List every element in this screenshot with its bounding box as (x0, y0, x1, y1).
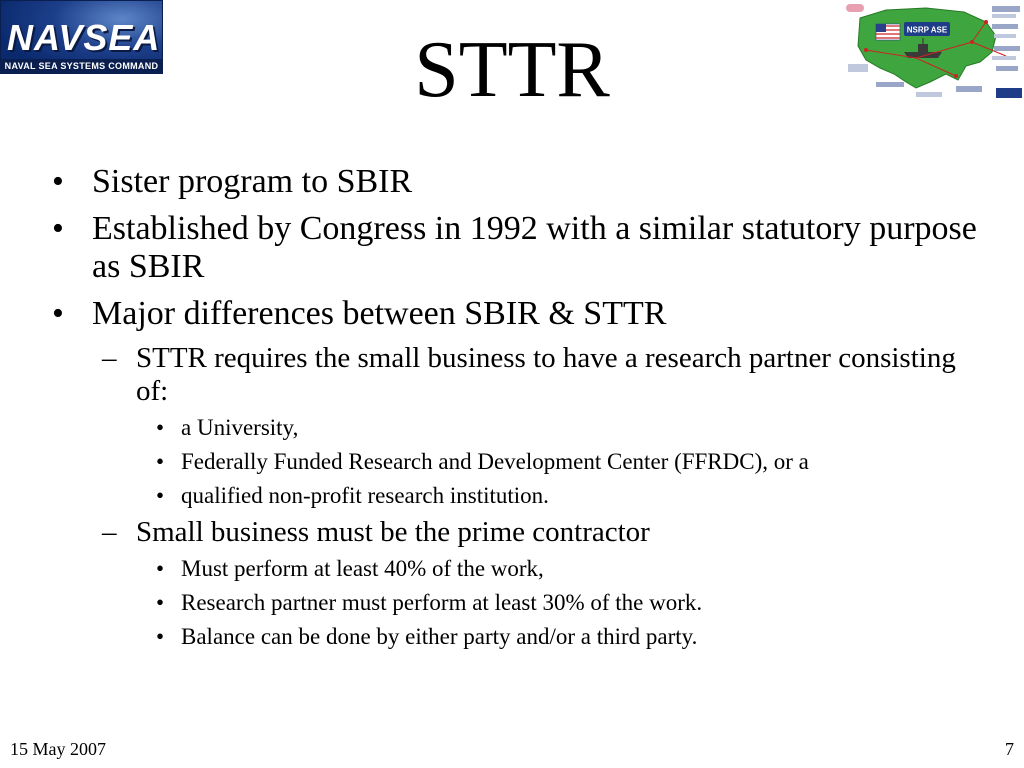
navsea-logo-subtitle: NAVAL SEA SYSTEMS COMMAND (1, 59, 162, 73)
sub-sub-bullet-text: a University, (181, 415, 299, 440)
navsea-logo-word: NAVSEA (7, 17, 161, 58)
bullet-item (52, 210, 982, 286)
sub-sub-bullet-text: Balance can be done by either party and/or a third party. (181, 624, 698, 649)
sub-sub-bullet-item (52, 414, 982, 441)
bullet-item (52, 163, 982, 201)
slide-number: 7 (1005, 739, 1014, 759)
sub-sub-bullet-text: Research partner must perform at least 30% of the work. (181, 590, 703, 615)
dash-marker: – (102, 516, 117, 548)
nsrp-ase-label: NSRP ASE (906, 25, 948, 35)
sub-sub-bullet-item (52, 589, 982, 616)
bullet-marker: • (52, 295, 64, 332)
bullet-text: Sister program to SBIR (92, 163, 413, 200)
bullet-marker: • (52, 210, 64, 247)
bullet-text: Established by Congress in 1992 with a similar statutory purpose as SBIR (92, 210, 977, 285)
sub-sub-bullet-item (52, 623, 982, 650)
bullet-text: Major differences between SBIR & STTR (92, 295, 667, 332)
sub-sub-bullet-item (52, 555, 982, 582)
sub-bullet-item (52, 342, 982, 408)
sub-sub-bullet-item (52, 448, 982, 475)
bullet-list (52, 163, 982, 657)
bullet-item (52, 295, 982, 333)
bullet-marker: • (156, 449, 165, 474)
bullet-marker: • (156, 415, 165, 440)
sub-sub-bullet-text: qualified non-profit research institution. (181, 483, 549, 508)
bullet-marker: • (156, 624, 165, 649)
bullet-marker: • (156, 483, 165, 508)
dash-marker: – (102, 342, 117, 374)
sub-sub-bullet-text: Federally Funded Research and Development Center (FFRDC), or a (181, 449, 809, 474)
slide-title: STTR (414, 26, 610, 114)
bullet-marker: • (156, 590, 165, 615)
nsrp-ase-map-logo (846, 2, 1024, 105)
sub-bullet-text: STTR requires the small business to have a research partner consisting of: (136, 342, 956, 407)
sub-bullet-text: Small business must be the prime contractor (136, 516, 650, 548)
sub-bullet-item (52, 516, 982, 549)
bullet-marker: • (156, 556, 165, 581)
sub-sub-bullet-text: Must perform at least 40% of the work, (181, 556, 544, 581)
footer-date: 15 May 2007 (10, 739, 106, 759)
sub-sub-bullet-item (52, 482, 982, 509)
bullet-marker: • (52, 163, 64, 200)
